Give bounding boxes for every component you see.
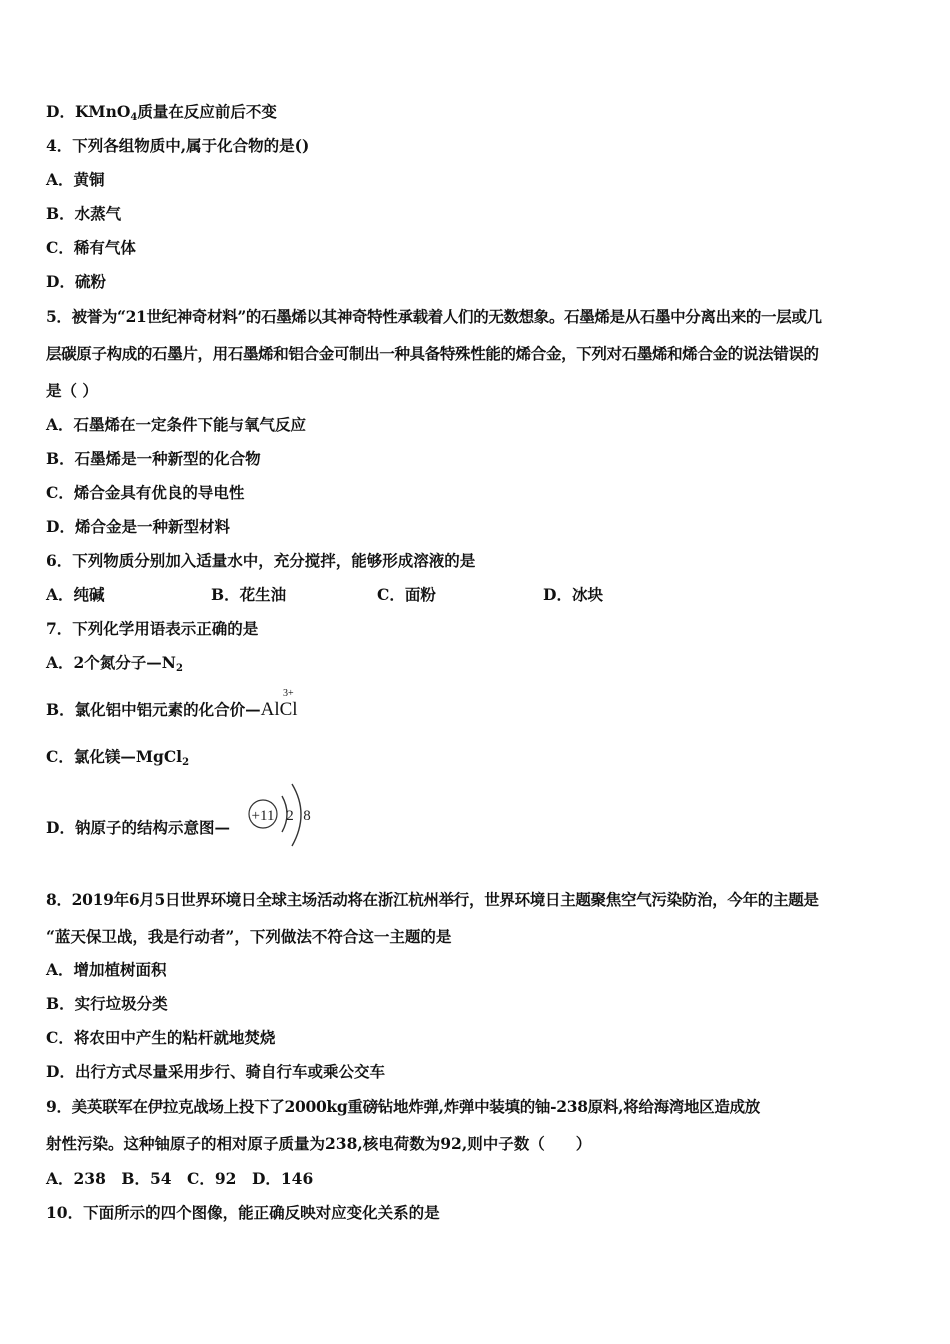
q4-option-c: C．稀有气体 [46, 238, 136, 257]
q8-option-c: C．将农田中产生的粘杆就地焚烧 [46, 1028, 276, 1047]
q4-option-d: D．硫粉 [46, 272, 106, 291]
q6-option-d: D．冰块 [543, 585, 603, 604]
q9-stem-line2: 射性污染。这种铀原子的相对原子质量为238,核电荷数为92,则中子数（ ） [46, 1134, 592, 1153]
q6-option-c: C．面粉 [377, 585, 436, 604]
q6-option-b: B．花生油 [211, 585, 287, 604]
q7-option-a [46, 653, 183, 679]
q5-stem-line1: 5．被誉为“21世纪神奇材料”的石墨烯以其神奇特性承载着人们的无数想象。石墨烯是从石墨中分离出来的一层或几 [46, 307, 822, 326]
q5-option-c: C．烯合金具有优良的导电性 [46, 483, 245, 502]
q7-stem: 7．下列化学用语表示正确的是 [46, 619, 259, 638]
q7b-valence-charge: 3+ [283, 688, 294, 699]
q8-option-d: D．出行方式尽量采用步行、骑自行车或乘公交车 [46, 1062, 385, 1081]
q8-option-b: B．实行垃圾分类 [46, 994, 168, 1013]
q5-option-a: A．石墨烯在一定条件下能与氧气反应 [46, 415, 307, 434]
q10-stem: 10．下面所示的四个图像，能正确反映对应变化关系的是 [46, 1203, 440, 1222]
nucleus-charge-label: +11 [251, 808, 275, 824]
q9-options: A．238 B．54 C．92 D．146 [46, 1169, 314, 1188]
q8-stem-line2: “蓝天保卫战，我是行动者”，下列做法不符合这一主题的是 [46, 927, 452, 946]
q3d-subscript: 4 [130, 112, 138, 123]
shell-1-electron-count: 2 [286, 808, 294, 824]
shell-2-electron-count: 8 [303, 808, 311, 824]
q6-stem: 6．下列物质分别加入适量水中，充分搅拌，能够形成溶液的是 [46, 551, 476, 570]
q7a-subscript: 2 [175, 663, 183, 674]
q8-stem-line1: 8．2019年6月5日世界环境日全球主场活动将在浙江杭州举行，世界环境日主题聚焦空气污染防治，今年的主题是 [46, 890, 819, 909]
q7b-formula: AlCl [260, 699, 298, 720]
q7b-text: B．氯化铝中铝元素的化合价— [46, 700, 261, 719]
q7-option-c [46, 747, 189, 773]
q4-option-b: B．水蒸气 [46, 204, 122, 223]
q7c-subscript: 2 [182, 757, 190, 768]
q3d-text: D．KMnO [46, 102, 131, 121]
sodium-atom-structure-diagram [246, 778, 322, 852]
q7c-text: C．氯化镁—MgCl [46, 747, 183, 766]
q7-option-b [46, 700, 298, 720]
q3d-suffix: 质量在反应前后不变 [137, 102, 277, 121]
q5-option-d: D．烯合金是一种新型材料 [46, 517, 230, 536]
q4-option-a: A．黄铜 [46, 170, 105, 189]
q5-stem-line2: 层碳原子构成的石墨片，用石墨烯和铝合金可制出一种具备特殊性能的烯合金，下列对石墨烯和烯合金的说法错误的 [46, 344, 819, 363]
q4-stem: 4．下列各组物质中,属于化合物的是() [46, 136, 310, 155]
q9-stem-line1: 9．美英联军在伊拉克战场上投下了2000kg重磅钻地炸弹,炸弹中装填的铀-238原料,将给海湾地区造成放 [46, 1097, 760, 1116]
q7-option-d: D．钠原子的结构示意图— [46, 818, 230, 837]
q7a-text: A．2个氮分子—N [46, 653, 176, 672]
q5-option-b: B．石墨烯是一种新型的化合物 [46, 449, 261, 468]
q6-option-a: A．纯碱 [46, 585, 105, 604]
q5-stem-line3: 是（ ） [46, 381, 98, 400]
q3-option-d [46, 102, 277, 128]
q8-option-a: A．增加植树面积 [46, 960, 167, 979]
